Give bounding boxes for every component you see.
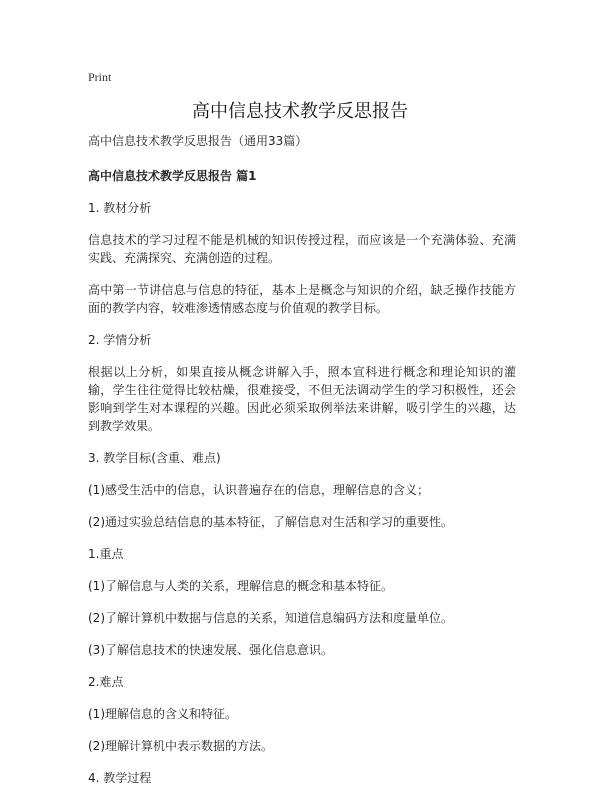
paragraph-learning-process: 信息技术的学习过程不能是机械的知识传授过程，而应该是一个充满体验、充满实践、充满探究、充满创造的过程。: [88, 233, 516, 265]
goal-item-1: (1)感受生活中的信息，认识普遍存在的信息，理解信息的含义；: [88, 483, 430, 497]
heading-difficulties: 2.难点: [88, 675, 124, 689]
paragraph-analysis-method: 根据以上分析，如果直接从概念讲解入手，照本宣科进行概念和理论知识的灌输，学生往往觉得比较枯燥，很难接受，不但无法调动学生的学习积极性，还会影响到学生对本课程的兴趣。因此必须采取例举法来讲解，吸引学生的兴趣，达到教学效果。: [88, 365, 516, 433]
difficulty-item-2: (2)理解计算机中表示数据的方法。: [88, 739, 273, 753]
document-title: 高中信息技术教学反思报告: [192, 101, 408, 122]
key-point-item-1: (1)了解信息与人类的关系，理解信息的概念和基本特征。: [88, 579, 394, 593]
document-body: [88, 132, 516, 787]
key-point-item-2: (2)了解计算机中数据与信息的关系，知道信息编码方法和度量单位。: [88, 611, 454, 625]
heading-teaching-process: 4. 教学过程: [88, 771, 152, 785]
paragraph-first-lesson: 高中第一节讲信息与信息的特征，基本上是概念与知识的介绍，缺乏操作技能方面的教学内容，较难渗透情感态度与价值观的教学目标。: [88, 283, 516, 315]
goal-item-2: (2)通过实验总结信息的基本特征，了解信息对生活和学习的重要性。: [88, 515, 454, 529]
print-label: Print: [88, 70, 112, 84]
section-heading: 高中信息技术教学反思报告 篇1: [88, 169, 257, 183]
difficulty-item-1: (1)理解信息的含义和特征。: [88, 707, 237, 721]
heading-teaching-goals: 3. 教学目标(含重、难点): [88, 451, 221, 465]
heading-student-analysis: 2. 学情分析: [88, 333, 152, 347]
heading-key-points: 1.重点: [88, 547, 124, 561]
key-point-item-3: (3)了解信息技术的快速发展、强化信息意识。: [88, 643, 333, 657]
heading-material-analysis: 1. 教材分析: [88, 201, 152, 215]
document-subtitle: 高中信息技术教学反思报告（通用33篇）: [88, 134, 308, 148]
